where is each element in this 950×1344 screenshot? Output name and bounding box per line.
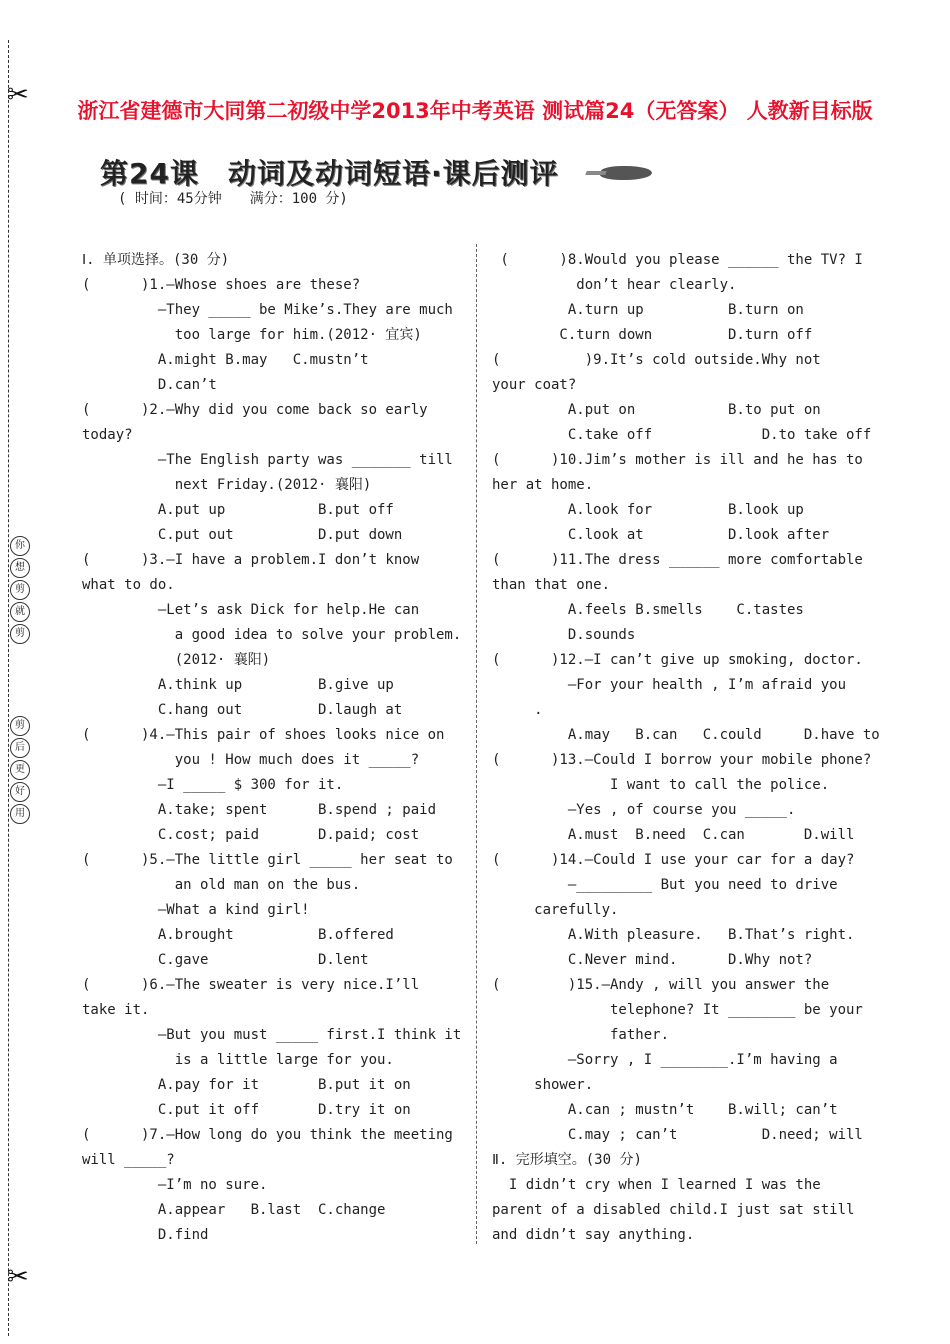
text-line: ( )14.—Could I use your car for a day? (492, 852, 855, 868)
text-line: C.Never mind. D.Why not? (492, 952, 813, 968)
text-line: telephone? It ________ be your (492, 1002, 863, 1018)
text-line: D.can’t (82, 377, 217, 393)
text-line: . (492, 702, 543, 718)
text-line: A.think up B.give up (82, 677, 394, 693)
text-line: —What a kind girl! (82, 902, 310, 918)
hint-char: 后 (10, 738, 30, 758)
text-line: A.might B.may C.mustn’t (82, 352, 369, 368)
text-line: ( )12.—I can’t give up smoking, doctor. (492, 652, 863, 668)
text-line: C.take off D.to take off (492, 427, 872, 443)
text-line: ( )9.It’s cold outside.Why not (492, 352, 821, 368)
hint-char: 剪 (10, 580, 30, 600)
text-line: —But you must _____ first.I think it (82, 1027, 462, 1043)
text-line: —I’m no sure. (82, 1177, 268, 1193)
text-line: a good idea to solve your problem. (82, 627, 462, 643)
text-line: —For your health , I’m afraid you (492, 677, 847, 693)
column-divider (476, 244, 477, 1244)
text-line: ( )13.—Could I borrow your mobile phone? (492, 752, 872, 768)
text-line: ( )2.—Why did you come back so early (82, 402, 428, 418)
text-line: D.find (82, 1227, 209, 1243)
text-line: shower. (492, 1077, 594, 1093)
hint-char: 就 (10, 602, 30, 622)
text-line: A.With pleasure. B.That’s right. (492, 927, 855, 943)
cut-line (7, 40, 29, 1336)
text-line: ( )10.Jim’s mother is ill and he has to (492, 452, 863, 468)
text-line: and didn’t say anything. (492, 1227, 695, 1243)
text-line: C.hang out D.laugh at (82, 702, 403, 718)
text-line: C.put out D.put down (82, 527, 403, 543)
text-line: Ⅱ. 完形填空。(30 分) (492, 1152, 642, 1168)
text-line: what to do. (82, 577, 175, 593)
hint-char: 用 (10, 804, 30, 824)
text-line: A.brought B.offered (82, 927, 394, 943)
text-line: I want to call the police. (492, 777, 830, 793)
text-line: ( )6.—The sweater is very nice.I’ll (82, 977, 420, 993)
text-line: —They _____ be Mike’s.They are much (82, 302, 453, 318)
time-score-info: ( 时间：45分钟 满分：100 分) (118, 191, 348, 207)
text-line: D.sounds (492, 627, 636, 643)
text-line: —The English party was _______ till (82, 452, 453, 468)
text-line: you ! How much does it _____? (82, 752, 420, 768)
text-line: A.may B.can C.could D.have to (492, 727, 880, 743)
text-line: next Friday.(2012· 襄阳) (82, 477, 372, 493)
text-line: A.put up B.put off (82, 502, 394, 518)
text-line: —Yes , of course you _____. (492, 802, 796, 818)
text-line: —_________ But you need to drive (492, 877, 838, 893)
text-line: C.gave D.lent (82, 952, 369, 968)
text-line: take it. (82, 1002, 150, 1018)
text-line: an old man on the bus. (82, 877, 361, 893)
text-line: parent of a disabled child.I just sat still (492, 1202, 855, 1218)
text-line: A.look for B.look up (492, 502, 804, 518)
text-line: A.appear B.last C.change (82, 1202, 386, 1218)
text-line: don’t hear clearly. (492, 277, 737, 293)
hint-char: 更 (10, 760, 30, 780)
left-column (82, 248, 460, 1248)
scissors-icon: ✂ (7, 80, 29, 110)
text-line: today? (82, 427, 133, 443)
scissors-icon: ✂ (7, 1262, 29, 1292)
hint-char: 你 (10, 536, 30, 556)
text-line: too large for him.(2012· 宜宾) (82, 327, 422, 343)
document-title: 浙江省建德市大同第二初级中学2013年中考英语 测试篇24（无答案） 人教新目标版 (77, 99, 873, 123)
hint-char: 想 (10, 558, 30, 578)
text-line: ( )8.Would you please ______ the TV? I (492, 252, 863, 268)
text-line: ( )3.—I have a problem.I don’t know (82, 552, 420, 568)
text-line: carefully. (492, 902, 619, 918)
text-line: A.must B.need C.can D.will (492, 827, 855, 843)
text-line: —Let’s ask Dick for help.He can (82, 602, 420, 618)
text-line: C.cost; paid D.paid; cost (82, 827, 420, 843)
text-line: A.take; spent B.spend ; paid (82, 802, 437, 818)
text-line: (2012· 襄阳) (82, 652, 271, 668)
text-line: ( )1.—Whose shoes are these? (82, 277, 361, 293)
lesson-title: 第24课 动词及动词短语·课后测评 (100, 157, 559, 190)
text-line: —Sorry , I ________.I’m having a (492, 1052, 838, 1068)
text-line: C.may ; can’t D.need; will (492, 1127, 863, 1143)
text-line: A.feels B.smells C.tastes (492, 602, 804, 618)
text-line: than that one. (492, 577, 611, 593)
text-line: A.put on B.to put on (492, 402, 821, 418)
text-line: will _____? (82, 1152, 175, 1168)
text-line: Ⅰ. 单项选择。(30 分) (82, 252, 230, 268)
text-line: your coat? (492, 377, 577, 393)
hint-char: 剪 (10, 624, 30, 644)
text-line: A.turn up B.turn on (492, 302, 804, 318)
text-line: ( )15.—Andy , will you answer the (492, 977, 830, 993)
text-line: C.turn down D.turn off (492, 327, 813, 343)
cut-hint (10, 536, 30, 824)
text-line: ( )4.—This pair of shoes looks nice on (82, 727, 445, 743)
text-line: ( )11.The dress ______ more comfortable (492, 552, 863, 568)
text-line: I didn’t cry when I learned I was the (492, 1177, 821, 1193)
hint-char: 好 (10, 782, 30, 802)
text-line: A.pay for it B.put it on (82, 1077, 411, 1093)
text-line: father. (492, 1027, 670, 1043)
text-line: her at home. (492, 477, 594, 493)
right-column (492, 248, 880, 1248)
text-line: —I _____ $ 300 for it. (82, 777, 344, 793)
text-line: is a little large for you. (82, 1052, 394, 1068)
hint-char: 剪 (10, 716, 30, 736)
text-line: C.put it off D.try it on (82, 1102, 411, 1118)
text-line: ( )5.—The little girl _____ her seat to (82, 852, 453, 868)
brush-decoration (597, 166, 654, 180)
text-line: C.look at D.look after (492, 527, 830, 543)
text-line: A.can ; mustn’t B.will; can’t (492, 1102, 838, 1118)
text-line: ( )7.—How long do you think the meeting (82, 1127, 453, 1143)
